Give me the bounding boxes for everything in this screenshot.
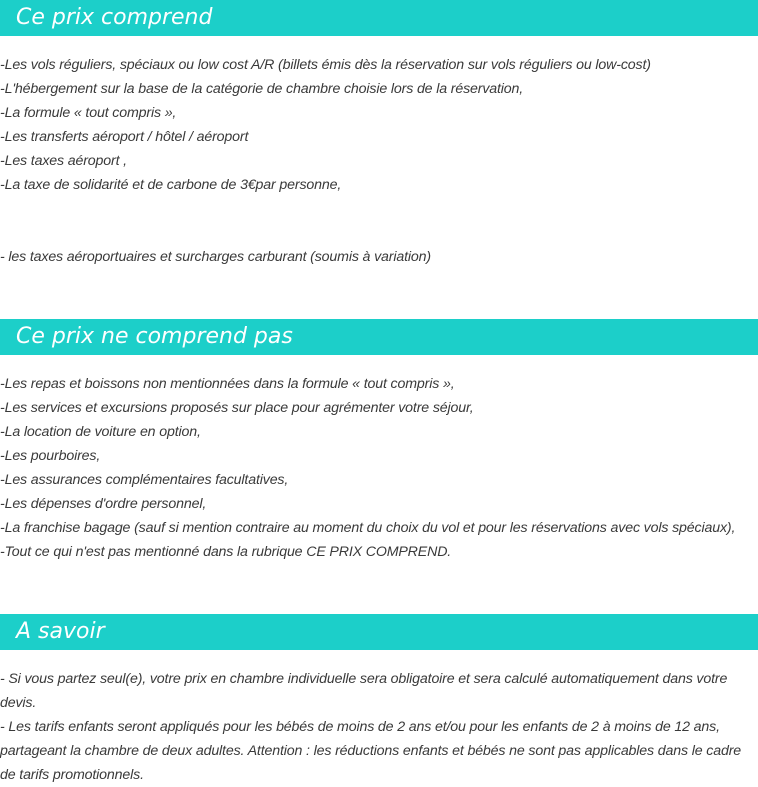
list-item: -Les transferts aéroport / hôtel / aéroport (0, 129, 249, 145)
list-item: -Les vols réguliers, spéciaux ou low cost A/R (billets émis dès la réservation sur vols réguliers ou low-cost) (0, 57, 651, 73)
list-item: -L'hébergement sur la base de la catégorie de chambre choisie lors de la réservation, (0, 81, 524, 97)
good-to-know-paragraph-1: - Si vous partez seul(e), votre prix en chambre individuelle sera obligatoire et sera calculé automatiquement dans votre devis. (0, 671, 728, 711)
list-item: -Les dépenses d'ordre personnel, (0, 496, 207, 512)
included-extra-line: - les taxes aéroportuaires et surcharges carburant (soumis à variation) (0, 249, 431, 265)
good-to-know-paragraph-2: - Les tarifs enfants seront appliqués pour les bébés de moins de 2 ans et/ou pour les enfants de 2 à moins de 12 ans, partageant la chambre de deux adultes. Attention : les réductions enfants et bébés ne sont pas applicables dans le cadre de tarifs promotionnels. (0, 719, 742, 783)
list-item: -La location de voiture en option, (0, 424, 201, 440)
list-item: -Tout ce qui n'est pas mentionné dans la rubrique CE PRIX COMPREND. (0, 544, 452, 560)
section-title-not-included: Ce prix ne comprend pas (0, 319, 758, 355)
list-item: -La formule « tout compris », (0, 105, 177, 121)
list-item: -Les repas et boissons non mentionnées dans la formule « tout compris », (0, 376, 455, 392)
list-item: -La taxe de solidarité et de carbone de 3€par personne, (0, 177, 342, 193)
not-included-list (0, 372, 758, 564)
section-title-good-to-know: A savoir (0, 614, 758, 650)
list-item: -Les pourboires, (0, 448, 101, 464)
list-item: -Les services et excursions proposés sur place pour agrémenter votre séjour, (0, 400, 474, 416)
list-item: -Les assurances complémentaires facultatives, (0, 472, 289, 488)
section-title-included: Ce prix comprend (0, 0, 758, 36)
included-list (0, 53, 758, 197)
list-item: -Les taxes aéroport , (0, 153, 127, 169)
list-item: -La franchise bagage (sauf si mention contraire au moment du choix du vol et pour les réservations avec vols spéciaux), (0, 520, 736, 536)
